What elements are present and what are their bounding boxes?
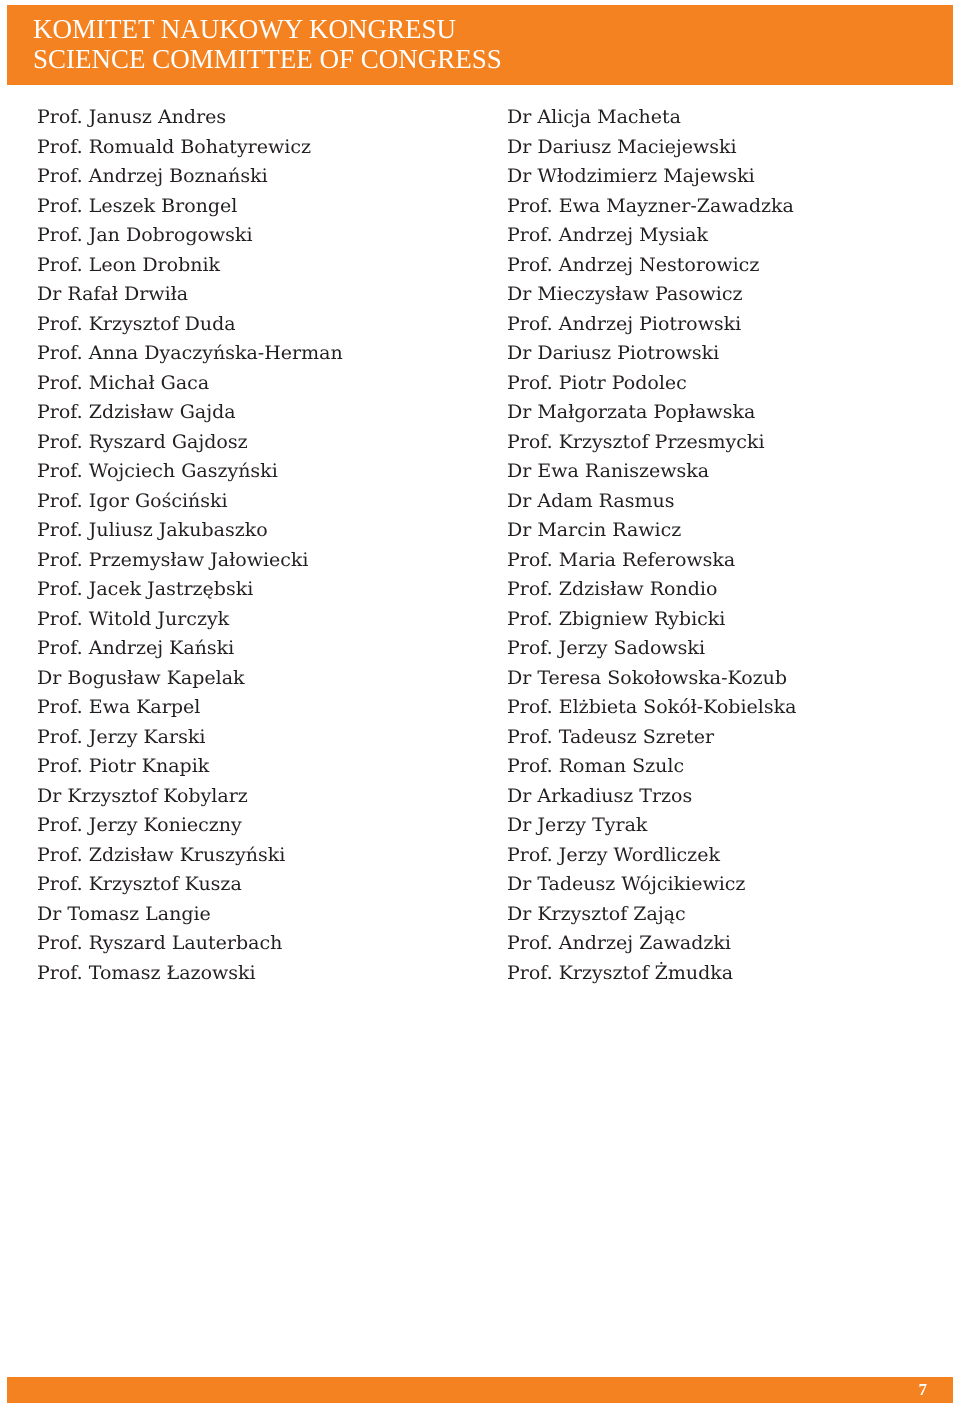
member-name: Prof. Leszek Brongel (37, 194, 238, 217)
member-name: Prof. Andrzej Kański (37, 637, 235, 660)
page-number: 7 (918, 1380, 927, 1399)
member-name: Prof. Tadeusz Szreter (507, 725, 715, 748)
member-name: Prof. Ewa Mayzner-Zawadzka (507, 194, 794, 217)
title-english: SCIENCE COMMITTEE OF CONGRESS (33, 44, 502, 74)
member-name: Dr Ewa Raniszewska (507, 460, 710, 483)
member-name: Prof. Witold Jurczyk (37, 607, 230, 630)
member-name: Dr Rafał Drwiła (37, 283, 189, 306)
member-name: Prof. Igor Gościński (37, 489, 228, 512)
member-name: Prof. Krzysztof Kusza (37, 873, 242, 896)
header-banner (7, 5, 953, 85)
member-name: Prof. Juliusz Jakubaszko (37, 519, 268, 542)
member-name: Prof. Andrzej Zawadzki (507, 932, 732, 955)
member-name: Prof. Janusz Andres (37, 106, 227, 128)
member-name: Prof. Zdzisław Gajda (37, 401, 236, 424)
member-name: Dr Tadeusz Wójcikiewicz (507, 873, 746, 896)
member-name: Prof. Romuald Bohatyrewicz (37, 135, 311, 158)
member-name: Prof. Zdzisław Kruszyński (37, 843, 286, 866)
member-name: Dr Marcin Rawicz (507, 519, 682, 542)
member-name: Prof. Andrzej Nestorowicz (507, 253, 760, 276)
member-name: Dr Arkadiusz Trzos (507, 784, 693, 807)
member-name: Prof. Zdzisław Rondio (507, 578, 718, 601)
member-name: Prof. Leon Drobnik (37, 253, 221, 276)
member-name: Prof. Krzysztof Duda (37, 312, 236, 335)
member-name: Prof. Piotr Podolec (507, 371, 687, 394)
member-name: Prof. Roman Szulc (507, 755, 685, 778)
member-name: Prof. Jacek Jastrzębski (37, 578, 254, 601)
member-name: Prof. Przemysław Jałowiecki (37, 548, 309, 571)
member-name: Dr Dariusz Maciejewski (507, 135, 737, 158)
member-name: Prof. Ryszard Gajdosz (37, 430, 248, 453)
member-name: Prof. Krzysztof Żmudka (507, 961, 734, 984)
member-name: Dr Krzysztof Kobylarz (37, 784, 248, 807)
member-name: Dr Tomasz Langie (37, 902, 211, 925)
members-list-right (507, 103, 796, 988)
member-name: Prof. Krzysztof Przesmycki (507, 430, 765, 453)
member-name: Prof. Elżbieta Sokół-Kobielska (507, 696, 797, 719)
member-name: Prof. Anna Dyaczyńska-Herman (37, 342, 343, 365)
member-name: Prof. Jan Dobrogowski (37, 224, 253, 247)
member-name: Prof. Andrzej Boznański (37, 165, 268, 188)
member-name: Prof. Tomasz Łazowski (37, 961, 256, 984)
member-name: Dr Dariusz Piotrowski (507, 342, 720, 365)
member-name: Dr Alicja Macheta (507, 106, 681, 128)
member-name: Prof. Piotr Knapik (37, 755, 210, 778)
member-name: Prof. Michał Gaca (37, 371, 210, 394)
members-list-left (37, 103, 343, 988)
member-name: Prof. Andrzej Piotrowski (507, 312, 742, 335)
member-name: Dr Teresa Sokołowska-Kozub (507, 666, 788, 689)
member-name: Dr Włodzimierz Majewski (507, 165, 755, 188)
member-name: Dr Krzysztof Zając (507, 902, 686, 925)
member-name: Prof. Jerzy Sadowski (507, 637, 706, 660)
member-name: Dr Adam Rasmus (507, 489, 675, 512)
member-name: Prof. Andrzej Mysiak (507, 224, 708, 247)
member-name: Prof. Jerzy Wordliczek (507, 843, 720, 866)
member-name: Prof. Jerzy Konieczny (37, 814, 242, 837)
member-name: Prof. Jerzy Karski (37, 725, 206, 748)
footer-bar (7, 1377, 953, 1403)
member-name: Prof. Ewa Karpel (37, 696, 201, 719)
member-name: Dr Bogusław Kapelak (37, 666, 245, 689)
member-name: Dr Jerzy Tyrak (507, 814, 648, 837)
member-name: Dr Małgorzata Popławska (507, 401, 756, 424)
member-name: Prof. Zbigniew Rybicki (507, 607, 726, 630)
member-name: Dr Mieczysław Pasowicz (507, 283, 743, 306)
member-name: Prof. Maria Referowska (507, 548, 736, 571)
member-name: Prof. Ryszard Lauterbach (37, 932, 283, 955)
member-name: Prof. Wojciech Gaszyński (37, 460, 278, 483)
title-polish: KOMITET NAUKOWY KONGRESU (33, 14, 456, 44)
